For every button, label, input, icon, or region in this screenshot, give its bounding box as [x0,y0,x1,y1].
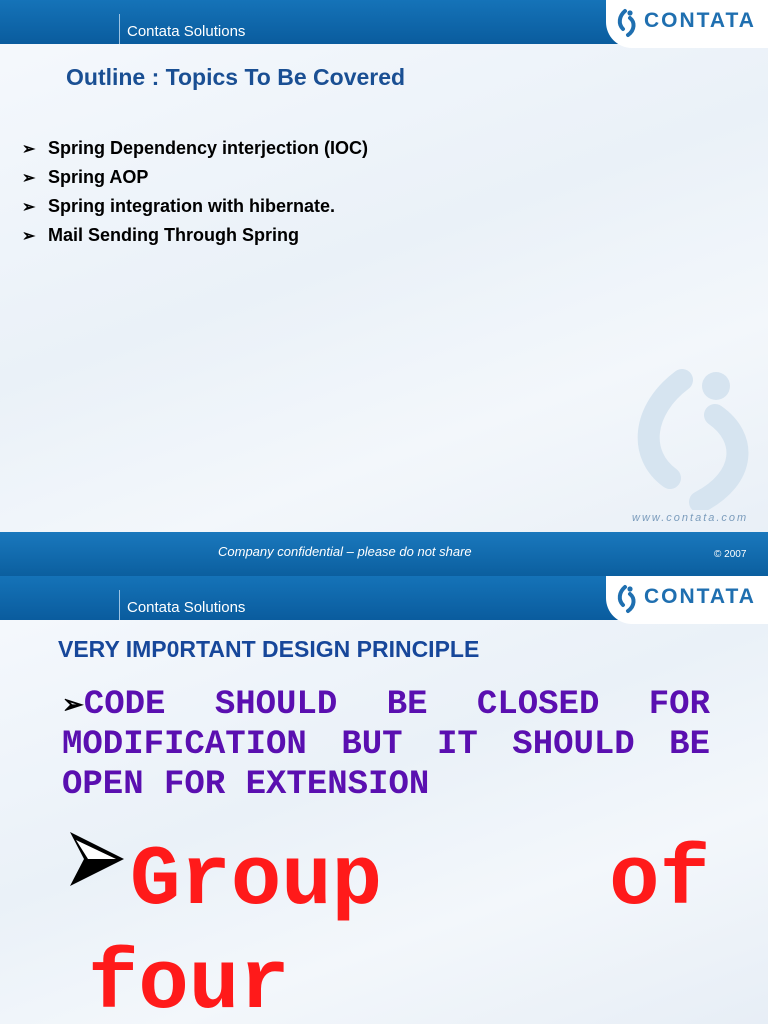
bullet-arrow-icon: ➢ [22,199,36,216]
list-item [22,167,368,196]
list-item [22,196,368,225]
group-line-1 [88,830,710,934]
company-name: Contata Solutions [127,599,246,616]
list-item-text: Spring AOP [48,167,149,187]
contata-logo-text: CONTATA [644,9,756,32]
bullet-arrow-icon: ➢ [22,228,36,245]
header-divider [119,14,120,44]
header-divider [119,590,120,620]
contata-logo [606,576,768,624]
slide-design-principle [0,576,768,1024]
copyright-text: © 2007 [714,549,747,560]
slide-title: VERY IMP0RTANT DESIGN PRINCIPLE [58,636,480,662]
topic-list [22,138,368,254]
company-name: Contata Solutions [127,23,246,40]
contata-logo-icon [616,8,638,38]
group-of-four-text [88,830,710,1024]
group-word: Group [130,834,383,929]
slide-title: Outline : Topics To Be Covered [66,64,406,90]
list-item [22,138,368,167]
list-item-text: Mail Sending Through Spring [48,225,299,245]
four-word: four [88,938,290,1024]
footer-bar [0,532,768,576]
bullet-arrow-icon: ➢ [22,141,36,158]
contata-logo [606,0,768,48]
of-word: of [609,834,710,929]
website-url: www.contata.com [632,512,749,524]
list-item [22,225,368,254]
bullet-arrow-icon: ➢ [22,170,36,187]
logo-watermark-icon [620,360,768,510]
list-item-text: Spring Dependency interjection (IOC) [48,138,369,158]
list-item-text: Spring integration with hibernate. [48,196,336,216]
principle-text-block [62,684,710,805]
contata-logo-icon [616,584,638,614]
bullet-arrow-icon: ➢ [62,689,84,719]
confidential-notice: Company confidential – please do not share [218,544,472,559]
contata-logo-text: CONTATA [644,585,756,608]
principle-text: CODE SHOULD BE CLOSED FOR MODIFICATION BUT IT SHOULD BE OPEN FOR EXTENSION [62,686,710,804]
